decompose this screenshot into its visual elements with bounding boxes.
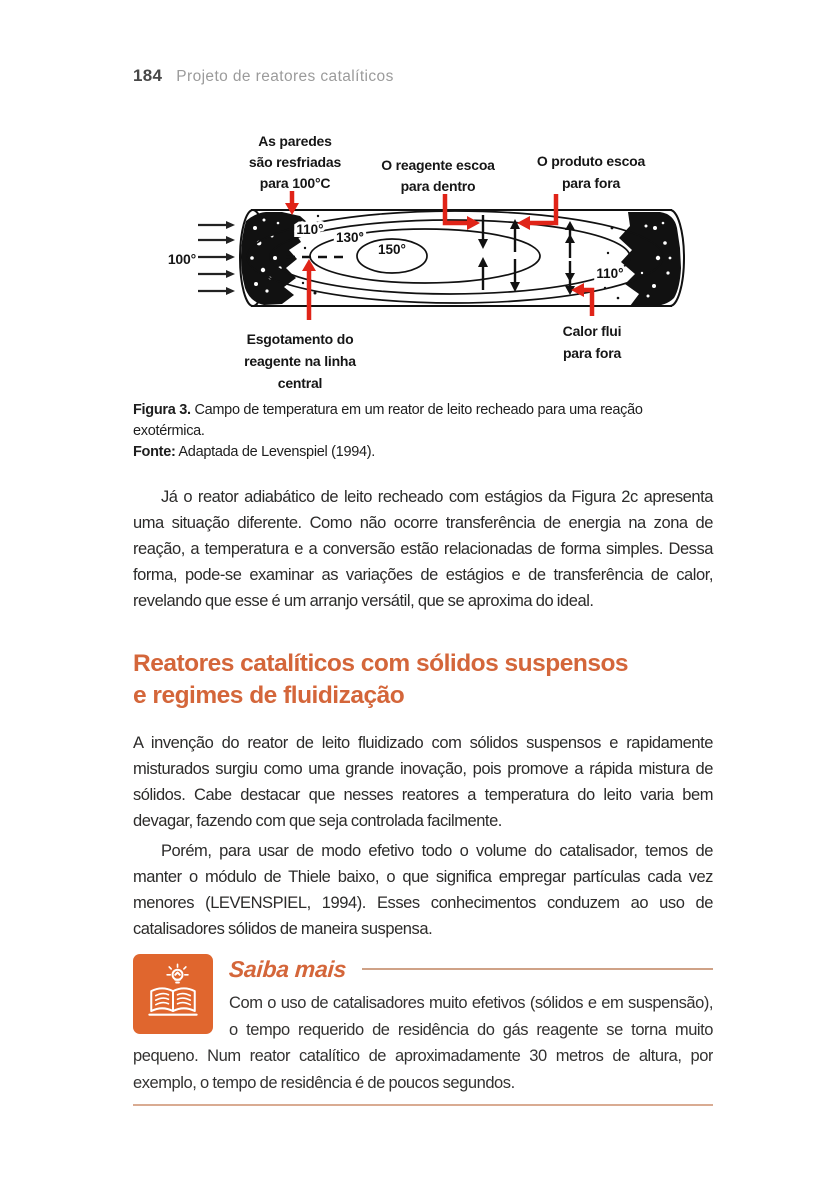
main-text-column — [133, 484, 713, 1106]
body-paragraph-1: Já o reator adiabático de leito recheado com estágios da Figura 2c apresenta uma situação diferente. Como não ocorre transferência de energia na zona de reação, a temperatura e a conversão estão relacionadas de forma simples. Dessa forma, pode-se examinar as variações de estágios e de transferência de calor, revelando que esse é um arranjo versátil, que se aproxima do ideal. — [133, 488, 713, 610]
heat-out-label-line2: para fora — [562, 345, 622, 361]
contour-label-110-left: 110° — [296, 222, 324, 237]
body-paragraph-3: Porém, para usar de modo efetivo todo o volume do catalisador, temos de manter o módulo de Thiele baixo, o que significa empregar partículas cada vez menores (LEVENSPIEL, 1994). Esses conhecimentos conduzem ao uso de catalisadores sólidos de maneira suspensa. — [133, 842, 713, 938]
section-heading-line2: e regimes de fluidização — [133, 682, 405, 709]
depletion-label-line3: central — [277, 375, 323, 391]
reactor-temperature-field-diagram — [160, 128, 708, 396]
page-number: 184 — [133, 66, 163, 85]
depletion-label-line2: reagente na linha — [244, 353, 356, 369]
saiba-mais-box — [133, 954, 713, 1106]
walls-label-line2: são resfriadas — [248, 154, 342, 170]
section-heading — [133, 648, 713, 712]
saiba-mais-icon-tile — [133, 954, 213, 1034]
open-book-lightbulb-icon — [144, 963, 202, 1026]
figure-caption-label: Figura 3. — [133, 402, 191, 418]
figure-caption — [133, 400, 717, 463]
saiba-mais-title: Saiba mais — [228, 955, 348, 982]
section-heading-line1: Reatores catalíticos com sólidos suspensos — [133, 650, 629, 677]
contour-label-130: 130° — [336, 230, 364, 245]
inlet-temperature-label: 100° — [167, 251, 196, 267]
body-paragraph-2: A invenção do reator de leito fluidizado com sólidos suspensos e rapidamente misturados surgiu como uma grande inovação, pois promove a rápida mistura de sólidos. Cabe destacar que nesses reatores a temperatura do leito varia bem devagar, fazendo com que seja controlada facilmente. — [133, 734, 713, 830]
running-header — [133, 66, 713, 86]
contour-label-110-right: 110° — [596, 266, 624, 281]
running-title: Projeto de reatores catalíticos — [176, 68, 394, 85]
figure-source-label: Fonte: — [133, 444, 176, 460]
contour-label-150: 150° — [378, 242, 406, 257]
figure-source-text: Adaptada de Levenspiel (1994). — [175, 444, 375, 460]
walls-label-line1: As paredes — [258, 133, 332, 149]
walls-label-line3: para 100°C — [259, 175, 331, 191]
saiba-mais-text: Com o uso de catalisadores muito efetivos (sólidos e em suspensão), o tempo requerido de residência do gás reagente se torna muito pequeno. Num reator catalítico de aproximadamente 30 metros de altura, por exemplo, o tempo de residência é de poucos segundos. — [133, 994, 713, 1092]
figure-3-diagram — [160, 128, 708, 396]
figure-caption-text: Campo de temperatura em um reator de leito recheado para uma reação exotérmica. — [133, 402, 643, 439]
reagent-in-label-line1: O reagente escoa — [381, 157, 495, 173]
inlet-flow-arrows — [198, 221, 235, 295]
depletion-label-line1: Esgotamento do — [246, 331, 354, 347]
saiba-mais-title-rule — [362, 968, 713, 970]
heat-out-label-line1: Calor flui — [562, 323, 622, 339]
product-out-label-line1: O produto escoa — [536, 153, 646, 169]
saiba-mais-header — [229, 954, 713, 984]
reagent-in-label-line2: para dentro — [400, 178, 476, 194]
figure-annotations — [244, 133, 645, 391]
product-out-label-line2: para fora — [561, 175, 621, 191]
